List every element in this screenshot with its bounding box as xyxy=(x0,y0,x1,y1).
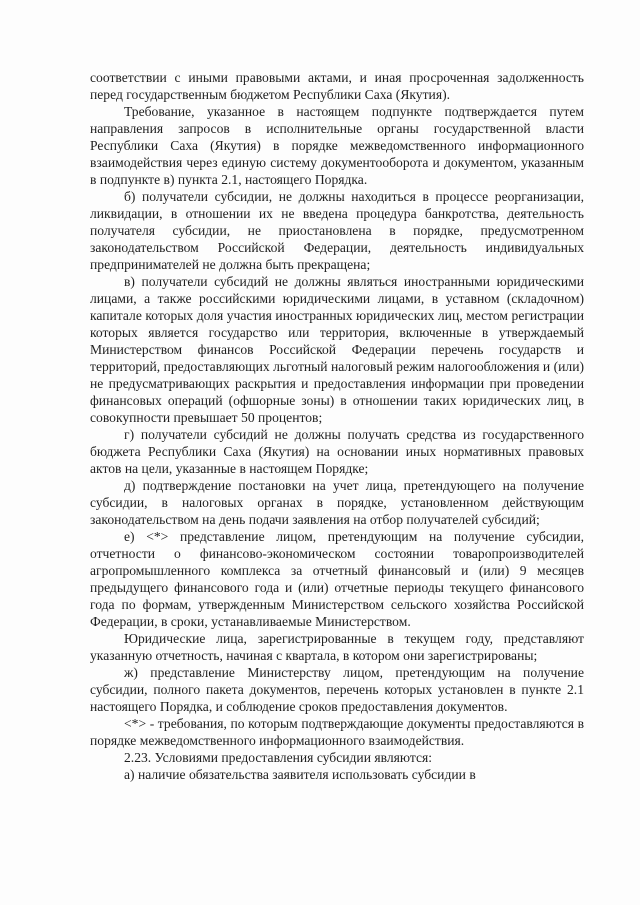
paragraph-item-d: д) подтверждение постановки на учет лица, претендующего на получение субсидии, в налоговых органах в порядке, установленном действующим законодательством на день подачи заявления на отбор получателей субсидий; xyxy=(90,478,584,527)
paragraph-item-e: е) <*> представление лицом, претендующим на получение субсидии, отчетности о финансово-экономическом состоянии товаропроизводителей агропромышленного комплекса за отчетный финансовый и (или) 9 месяцев предыдущего финансового года и (или) отчетные периоды текущего финансового года по формам, утвержденным Министерством сельского хозяйства Российской Федерации, в сроки, устанавливаемые Министерством. xyxy=(90,529,584,629)
paragraph-item-g: г) получатели субсидий не должны получать средства из государственного бюджета Республики Саха (Якутия) на основании иных нормативных правовых актов на цели, указанные в настоящем Порядке; xyxy=(90,427,584,476)
paragraph-item-b: б) получатели субсидии, не должны находиться в процессе реорганизации, ликвидации, в отношении их не введена процедура банкротства, деятельность получателя субсидии, не приостановлена в порядке, предусмотренном законодательством Российской Федерации, деятельность индивидуальных предпринимателей не должна быть прекращена; xyxy=(90,189,584,272)
paragraph-footnote: <*> - требования, по которым подтверждающие документы предоставляются в порядке межведомственного информационного взаимодействия. xyxy=(90,716,584,748)
document-body xyxy=(90,69,584,783)
paragraph-item-v: в) получатели субсидий не должны являться иностранными юридическими лицами, а также российскими юридическими лицами, в уставном (складочном) капитале которых доля участия иностранных юридических лиц, местом регистрации которых является государство или территория, включенные в утверждаемый Министерством финансов Российской Федерации перечень государств и территорий, предоставляющих льготный налоговый режим налогообложения и (или) не предусматривающих раскрытия и предоставления информации при проведении финансовых операций (офшорные зоны) в отношении таких юридических лиц, в совокупности превышает 50 процентов; xyxy=(90,274,584,425)
paragraph-section-2-23: 2.23. Условиями предоставления субсидии являются: xyxy=(124,750,433,765)
paragraph-item-a: а) наличие обязательства заявителя использовать субсидии в xyxy=(124,767,476,782)
paragraph-continuation: соответствии с иными правовыми актами, и иная просроченная задолженность перед государственным бюджетом Республики Саха (Якутия). xyxy=(90,70,584,102)
paragraph-legal-entities: Юридические лица, зарегистрированные в текущем году, представляют указанную отчетность, начиная с квартала, в котором они зарегистрированы; xyxy=(90,631,584,663)
paragraph-requirement-confirmation: Требование, указанное в настоящем подпункте подтверждается путем направления запросов в исполнительные органы государственной власти Республики Саха (Якутия) в порядке межведомственного информационного взаимодействия через единую систему документооборота и документом, указанным в подпункте в) пункта 2.1, настоящего Порядка. xyxy=(90,104,584,187)
paragraph-item-zh: ж) представление Министерству лицом, претендующим на получение субсидии, полного пакета документов, перечень которых установлен в пункте 2.1 настоящего Порядка, и соблюдение сроков предоставления документов. xyxy=(90,665,584,714)
